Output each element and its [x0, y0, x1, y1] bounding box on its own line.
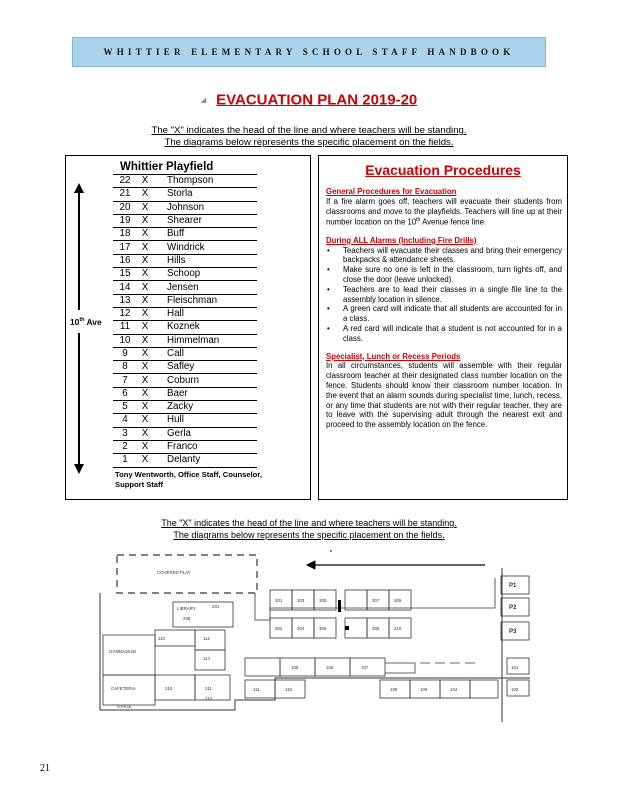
roster-number: 8: [113, 361, 137, 374]
map-room-label: 104: [450, 687, 458, 692]
map-room-label: 308: [372, 626, 380, 631]
roster-mark: X: [137, 361, 153, 374]
roster-teacher: Shearer: [153, 214, 257, 227]
roster-teacher: Koznek: [153, 321, 257, 334]
arrow-line-bottom: [78, 333, 80, 465]
map-room-label: 208: [183, 616, 191, 621]
handbook-title: WHITTIER ELEMENTARY SCHOOL STAFF HANDBOOK: [103, 47, 515, 57]
handbook-header-band: [72, 37, 546, 67]
table-row: [113, 188, 257, 201]
roster-mark: X: [137, 281, 153, 294]
map-room-label: 105: [291, 665, 299, 670]
map-label-gymnasium: GYMNASIUM: [109, 649, 137, 654]
roster-mark: X: [137, 440, 153, 453]
school-floor-plan: [95, 550, 530, 722]
roster-teacher: Gerla: [153, 427, 257, 440]
table-row: [113, 414, 257, 427]
roster-mark: X: [137, 414, 153, 427]
roster-teacher: Thompson: [153, 175, 257, 188]
table-row: [113, 387, 257, 400]
roster-teacher: Call: [153, 347, 257, 360]
table-row: [113, 427, 257, 440]
roster-number: 13: [113, 294, 137, 307]
roster-mark: X: [137, 228, 153, 241]
table-row: [113, 321, 257, 334]
roster-teacher: Schoop: [153, 268, 257, 281]
map-room-label: 201: [212, 604, 220, 609]
map-room-label: 305: [319, 598, 327, 603]
map-room-label: 116: [285, 687, 292, 692]
roster-number: 3: [113, 427, 137, 440]
roster-teacher: Johnson: [153, 201, 257, 214]
map-room-label: 211: [205, 686, 212, 691]
avenue-label: 10th Ave: [70, 317, 102, 327]
roster-number: 2: [113, 440, 137, 453]
list-item: • Teachers will evacuate their classes and bring their emergency backpacks & attendance sheets.: [326, 246, 562, 266]
map-label-stage: STAGE: [117, 704, 132, 709]
map-room-label: 212: [205, 696, 213, 701]
map-room-label: 303: [297, 598, 305, 603]
roster-teacher: Hull: [153, 414, 257, 427]
map-room-label: 107: [361, 665, 369, 670]
map-room-label: 106: [326, 665, 334, 670]
floor-plan-svg: [95, 550, 530, 722]
playfield-roster: [113, 174, 257, 468]
table-row: [113, 175, 257, 188]
roster-mark: X: [137, 201, 153, 214]
table-row: [113, 347, 257, 360]
map-label-library: LIBRARY: [177, 606, 196, 611]
map-room-label: 110: [158, 636, 165, 641]
table-row: [113, 254, 257, 267]
table-row: [113, 401, 257, 414]
specialist-heading: Specialist, Lunch or Recess Periods: [326, 351, 461, 361]
map-room-label: 112: [203, 636, 210, 641]
table-row: [113, 294, 257, 307]
map-room-label: 310: [394, 626, 402, 631]
map-room-label: 210: [165, 686, 173, 691]
roster-mark: X: [137, 387, 153, 400]
map-label-p3: P3: [509, 629, 517, 635]
roster-mark: X: [137, 175, 153, 188]
roster-teacher: Coburn: [153, 374, 257, 387]
roster-mark: X: [137, 307, 153, 320]
roster-teacher: Buff: [153, 228, 257, 241]
roster-teacher: Delanty: [153, 454, 257, 467]
map-room-label: 304: [297, 626, 305, 631]
roster-number: 18: [113, 228, 137, 241]
map-label-p1: P1: [509, 583, 517, 589]
map-room-label: 111: [253, 687, 260, 692]
table-row: [113, 241, 257, 254]
roster-teacher: Hills: [153, 254, 257, 267]
table-row: [113, 201, 257, 214]
table-row: [113, 281, 257, 294]
specialist-text: In all circumstances, students will assemble with their regular classroom teacher at their designated class number location on the fence. Students should know their classroom number location. In the event that an alarm sounds during specialist time, lunch, recess, or any time that students are not with their regular teacher, they are to leave with the supervising adult through the nearest exit and proceed to the assembly location on the fence.: [326, 361, 562, 430]
roster-teacher: Storla: [153, 188, 257, 201]
plan-intro-line-1: The "X" indicates the head of the line and where teachers will be standing.: [151, 125, 467, 136]
roster-mark: X: [137, 347, 153, 360]
table-row: [113, 228, 257, 241]
roster-number: 4: [113, 414, 137, 427]
roster-number: 11: [113, 321, 137, 334]
roster-mark: X: [137, 294, 153, 307]
roster-number: 5: [113, 401, 137, 414]
roster-number: 17: [113, 241, 137, 254]
map-label-cafeteria: CAFETERIA: [111, 686, 136, 691]
roster-number: 12: [113, 307, 137, 320]
roster-number: 6: [113, 387, 137, 400]
roster-number: 9: [113, 347, 137, 360]
title-marker-icon: ◢: [200, 96, 207, 104]
roster-note: Tony Wentworth, Office Staff, Counselor, Support Staff: [115, 470, 262, 489]
list-item: • Teachers are to lead their classes in a single file line to the assembly location in silence.: [326, 285, 562, 305]
table-row: [113, 307, 257, 320]
roster-number: 14: [113, 281, 137, 294]
general-heading: General Procedures for Evacuation: [326, 187, 457, 196]
map-room-label: 102: [511, 687, 519, 692]
list-item: • A green card will indicate that all students are accounted for in a class.: [326, 304, 562, 324]
roster-number: 19: [113, 214, 137, 227]
table-row: [113, 374, 257, 387]
map-label-covered-play: COVERED PLAY: [157, 570, 191, 575]
roster-mark: X: [137, 268, 153, 281]
table-row: [113, 334, 257, 347]
roster-mark: X: [137, 254, 153, 267]
alarms-heading: During ALL Alarms (Including Fire Drills): [326, 235, 477, 245]
procedures-title: Evacuation Procedures: [365, 162, 521, 178]
map-room-label: 302: [275, 626, 283, 631]
general-text: If a fire alarm goes off, teachers will evacuate their students from classrooms and move to the playfields. Teachers will line up at their number location on the 10th Avenue fence line.: [326, 196, 562, 227]
map-label-p2: P2: [509, 605, 517, 611]
arrow-down-icon: [74, 464, 84, 474]
roster-mark: X: [137, 241, 153, 254]
roster-mark: X: [137, 188, 153, 201]
roster-teacher: Safley: [153, 361, 257, 374]
roster-teacher: Himmelman: [153, 334, 257, 347]
roster-mark: X: [137, 454, 153, 467]
map-room-label: 301: [275, 598, 283, 603]
roster-number: 20: [113, 201, 137, 214]
map-room-label: 114: [203, 656, 210, 661]
roster-teacher: Hall: [153, 307, 257, 320]
table-row: [113, 214, 257, 227]
table-row: [113, 268, 257, 281]
procedures-body: [326, 187, 562, 430]
roster-number: 10: [113, 334, 137, 347]
arrow-line-top: [78, 192, 80, 310]
map-room-label: 108: [390, 687, 398, 692]
roster-mark: X: [137, 321, 153, 334]
roster-mark: X: [137, 214, 153, 227]
roster-mark: X: [137, 334, 153, 347]
roster-number: 1: [113, 454, 137, 467]
plan-title: EVACUATION PLAN 2019-20: [216, 91, 418, 109]
plan-intro-line-2: The diagrams below represents the specific placement on the fields.: [164, 137, 454, 148]
map-room-label: 307: [372, 598, 380, 603]
roster-mark: X: [137, 374, 153, 387]
map-intro-line-1: The "X" indicates the head of the line and where teachers will be standing.: [161, 518, 457, 528]
table-row: [113, 440, 257, 453]
map-room-label: 306: [319, 626, 327, 631]
roster-teacher: Franco: [153, 440, 257, 453]
roster-mark: X: [137, 427, 153, 440]
roster-number: 21: [113, 188, 137, 201]
page-number: 21: [40, 763, 50, 774]
plan-title-row: [0, 91, 618, 109]
roster-number: 15: [113, 268, 137, 281]
list-item: • Make sure no one is left in the classroom, turn lights off, and close the door (leave unlocked).: [326, 265, 562, 285]
playfield-title: Whittier Playfield: [120, 161, 214, 173]
table-row: [113, 361, 257, 374]
roster-teacher: Fleischman: [153, 294, 257, 307]
roster-teacher: Windrick: [153, 241, 257, 254]
map-intro-line-2: The diagrams below represents the specific placement on the fields.: [173, 530, 445, 540]
map-room-label: 309: [394, 598, 402, 603]
map-room-label: 109: [420, 687, 428, 692]
roster-teacher: Zacky: [153, 401, 257, 414]
roster-number: 22: [113, 175, 137, 188]
table-row: [113, 454, 257, 467]
roster-teacher: Jensen: [153, 281, 257, 294]
alarms-list: [326, 246, 562, 344]
roster-number: 16: [113, 254, 137, 267]
roster-mark: X: [137, 401, 153, 414]
roster-number: 7: [113, 374, 137, 387]
roster-teacher: Baer: [153, 387, 257, 400]
map-room-label: 101: [511, 665, 519, 670]
list-item: • A red card will indicate that a student is not accounted for in a class.: [326, 324, 562, 344]
